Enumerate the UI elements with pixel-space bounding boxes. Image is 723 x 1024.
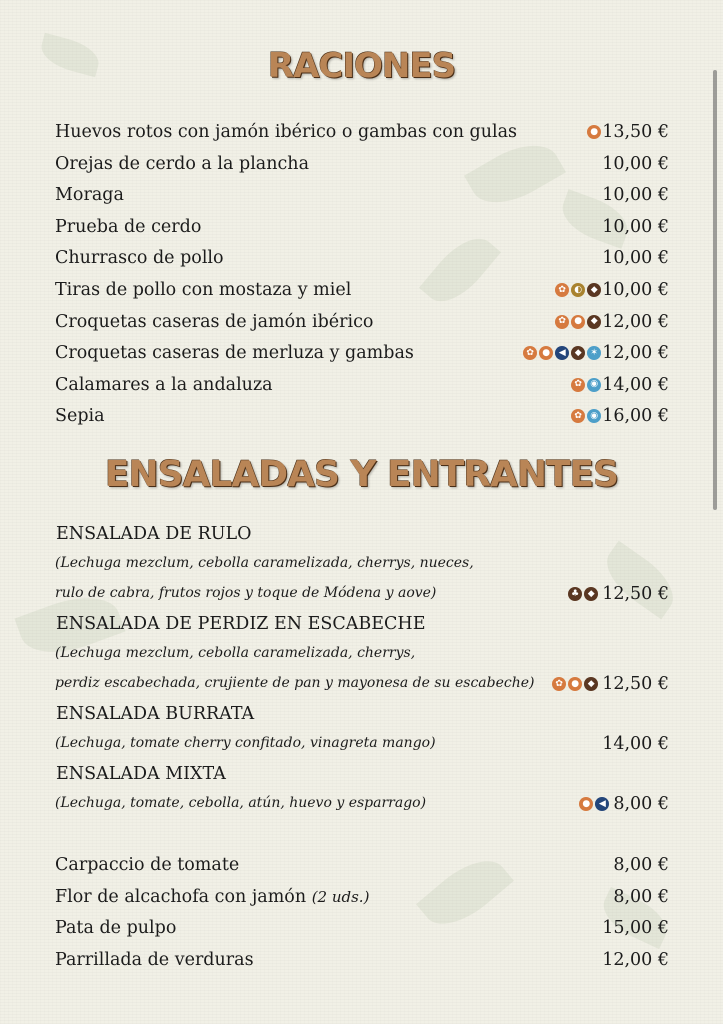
allergen-icons bbox=[571, 409, 601, 423]
price-group bbox=[568, 580, 669, 608]
gluten-icon: ✿ bbox=[571, 378, 585, 392]
menu-item-row bbox=[55, 308, 669, 336]
menu-item-row bbox=[55, 150, 669, 178]
dish-name bbox=[55, 946, 254, 974]
mustard-icon: ◐ bbox=[571, 283, 585, 297]
dish-note: (2 uds.) bbox=[311, 887, 370, 906]
dish-price: 8,00 € bbox=[613, 794, 669, 814]
dish-price: 8,00 € bbox=[613, 886, 669, 907]
salad-description: perdiz escabechada, crujiente de pan y mayonesa de su escabeche) bbox=[55, 675, 535, 691]
salad-description: (Lechuga mezclum, cebolla caramelizada, cherrys, nueces, bbox=[55, 555, 474, 571]
price-group bbox=[612, 883, 669, 911]
allergen-icons bbox=[568, 587, 598, 601]
dish-name-text: Parrillada de verduras bbox=[55, 949, 254, 970]
dish-price: 12,00 € bbox=[602, 311, 669, 332]
salad-description: (Lechuga, tomate, cebolla, atún, huevo y esparrago) bbox=[55, 795, 427, 811]
dish-name bbox=[55, 883, 369, 911]
milk-icon: ◆ bbox=[571, 346, 585, 360]
gluten-icon: ✿ bbox=[571, 409, 585, 423]
gluten-icon: ✿ bbox=[552, 677, 566, 691]
dish-price: 14,00 € bbox=[602, 374, 669, 395]
dish-name: Churrasco de pollo bbox=[55, 248, 224, 269]
fish-icon: ◀ bbox=[555, 346, 569, 360]
dish-price: 10,00 € bbox=[602, 153, 669, 174]
dish-name-text: Carpaccio de tomate bbox=[55, 855, 240, 875]
dish-name: Moraga bbox=[55, 185, 124, 206]
price-group bbox=[601, 244, 669, 272]
dish-price: 10,00 € bbox=[602, 248, 669, 269]
dish-price: 10,00 € bbox=[602, 280, 669, 300]
dish-price: 8,00 € bbox=[613, 855, 669, 875]
dish-price: 12,00 € bbox=[602, 949, 669, 970]
egg-icon: ● bbox=[587, 125, 601, 139]
price-group bbox=[601, 181, 669, 209]
scrollbar[interactable] bbox=[713, 70, 717, 510]
dish-price: 12,50 € bbox=[602, 674, 669, 694]
dish-name: Prueba de cerdo bbox=[55, 216, 202, 237]
menu-item-row bbox=[55, 914, 669, 942]
menu-item-row bbox=[55, 181, 669, 209]
menu-item-row bbox=[55, 244, 669, 272]
price-group bbox=[523, 339, 669, 367]
sulphite-icon: ◆ bbox=[584, 677, 598, 691]
allergen-icons bbox=[552, 677, 598, 691]
price-group bbox=[571, 402, 669, 430]
menu-item-row bbox=[55, 276, 669, 304]
allergen-icons bbox=[555, 283, 601, 297]
menu-item-row bbox=[55, 946, 669, 974]
dish-name-text: Flor de alcachofa con jamón bbox=[55, 886, 307, 907]
menu-item-row bbox=[55, 883, 669, 911]
allergen-icons bbox=[571, 378, 601, 392]
menu-item-row bbox=[55, 118, 669, 146]
salad-name: ENSALADA DE PERDIZ EN ESCABECHE bbox=[56, 614, 426, 634]
crustacean-icon: ✶ bbox=[587, 346, 601, 360]
salad-description: rulo de cabra, frutos rojos y toque de Módena y aove) bbox=[55, 585, 437, 601]
allergen-icons bbox=[579, 797, 609, 811]
salad-description: (Lechuga mezclum, cebolla caramelizada, cherrys, bbox=[55, 645, 416, 661]
dish-name-text: Pata de pulpo bbox=[55, 918, 177, 939]
egg-icon: ● bbox=[568, 677, 582, 691]
salad-name: ENSALADA DE RULO bbox=[56, 524, 252, 544]
dish-price: 12,00 € bbox=[602, 343, 669, 364]
menu-item-row bbox=[55, 371, 669, 399]
price-group bbox=[601, 946, 669, 974]
fish-icon: ◀ bbox=[595, 797, 609, 811]
price-group bbox=[571, 371, 669, 399]
price-group bbox=[552, 670, 669, 698]
salad-name: ENSALADA BURRATA bbox=[56, 704, 255, 724]
egg-icon: ● bbox=[579, 797, 593, 811]
salad-name: ENSALADA MIXTA bbox=[56, 764, 226, 784]
raciones-title: RACIONES bbox=[267, 46, 456, 86]
milk-icon: ◆ bbox=[587, 315, 601, 329]
price-group bbox=[555, 276, 669, 304]
dish-price: 16,00 € bbox=[602, 406, 669, 427]
dish-price: 10,00 € bbox=[602, 216, 669, 237]
ensaladas-title: ENSALADAS Y ENTRANTES bbox=[104, 454, 619, 495]
gluten-icon: ✿ bbox=[555, 315, 569, 329]
menu-item-row bbox=[55, 851, 669, 879]
egg-icon: ● bbox=[571, 315, 585, 329]
dish-price: 13,50 € bbox=[602, 122, 669, 142]
egg-icon: ● bbox=[539, 346, 553, 360]
dish-name: Calamares a la andaluza bbox=[55, 374, 273, 395]
nuts-icon: ♣ bbox=[568, 587, 582, 601]
dish-name: Croquetas caseras de merluza y gambas bbox=[55, 343, 414, 364]
price-group bbox=[612, 851, 669, 879]
dish-name bbox=[55, 914, 176, 942]
allergen-icons bbox=[587, 125, 601, 139]
milk-icon: ◆ bbox=[587, 283, 601, 297]
gluten-icon: ✿ bbox=[523, 346, 537, 360]
salad-description: (Lechuga, tomate cherry confitado, vinagreta mango) bbox=[55, 735, 436, 751]
menu-item-row bbox=[55, 339, 669, 367]
price-group bbox=[579, 790, 669, 818]
mollusc-icon: ◉ bbox=[587, 378, 601, 392]
dish-name: Tiras de pollo con mostaza y miel bbox=[55, 280, 352, 300]
dish-price: 12,50 € bbox=[602, 584, 669, 604]
dish-name: Sepia bbox=[55, 406, 105, 427]
milk-icon: ◆ bbox=[584, 587, 598, 601]
price-group bbox=[601, 150, 669, 178]
allergen-icons bbox=[555, 315, 601, 329]
dish-price: 10,00 € bbox=[602, 185, 669, 206]
price-group bbox=[601, 914, 669, 942]
dish-name bbox=[55, 851, 239, 879]
allergen-icons bbox=[523, 346, 601, 360]
dish-price: 14,00 € bbox=[602, 734, 669, 754]
mollusc-icon: ◉ bbox=[587, 409, 601, 423]
dish-price: 15,00 € bbox=[602, 918, 669, 939]
menu-item-row bbox=[55, 402, 669, 430]
menu-item-row bbox=[55, 213, 669, 241]
gluten-icon: ✿ bbox=[555, 283, 569, 297]
dish-name: Orejas de cerdo a la plancha bbox=[55, 153, 310, 174]
price-group bbox=[601, 730, 669, 758]
price-group bbox=[587, 118, 669, 146]
price-group bbox=[555, 308, 669, 336]
dish-name: Croquetas caseras de jamón ibérico bbox=[55, 311, 374, 332]
price-group bbox=[601, 213, 669, 241]
dish-name: Huevos rotos con jamón ibérico o gambas con gulas bbox=[55, 122, 518, 142]
